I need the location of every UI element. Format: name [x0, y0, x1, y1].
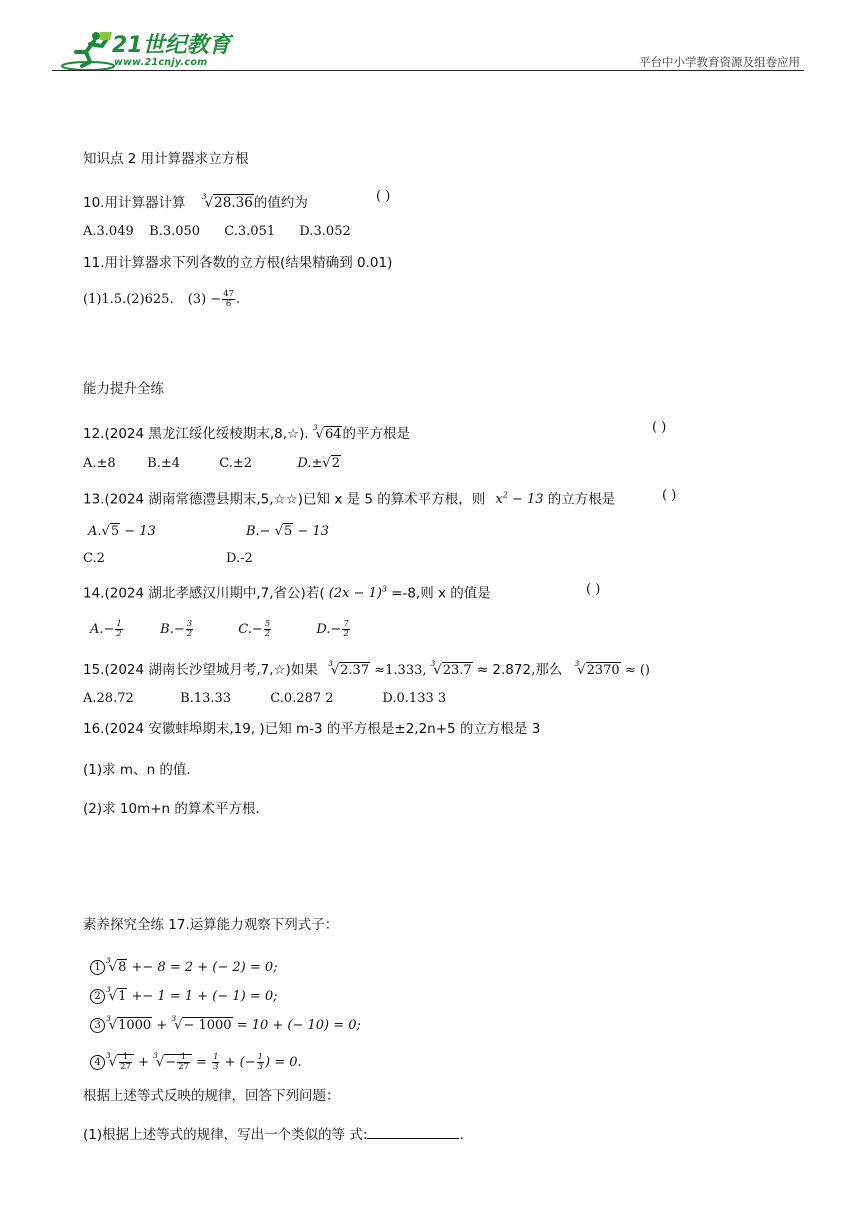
- q12-options: [83, 455, 341, 473]
- q10-option-a: A.3.049: [83, 224, 134, 239]
- runner-icon: [60, 30, 116, 72]
- q15-root-1: $^3$√2.37: [328, 659, 370, 678]
- q12-option-d: D.±√2: [297, 456, 340, 471]
- q14-prefix: 14.(2024 湖北孝感汉川期中,7,省公)若(: [83, 585, 325, 602]
- q10-option-c: C.3.051: [224, 224, 276, 239]
- header-slogan: 平台中小学教育资源及组卷应用: [639, 55, 800, 69]
- q13-option-d: D.-2: [226, 551, 253, 566]
- q11-part-3-label: (3): [187, 292, 207, 307]
- q16-part-2: (2)求 10m+n 的算术平方根.: [83, 801, 260, 817]
- q17-equation-3: $3^3√1000 + ^3√- 1000 = 10$ + (− 10) = 0;: [90, 1010, 361, 1035]
- q10-cube-root: $^3$√28.36: [201, 192, 253, 211]
- q17-equation-4: $4^3√$ $\frac{1}{27}$ + $^3$√− $\frac{1}{27}$ = $\frac{1}{3}$ + (− $\frac{1}{3}$ ) = 0.: [90, 1043, 302, 1076]
- q17-rule-text: 根据上述等式反映的规律，回答下列问题：: [83, 1088, 340, 1104]
- q15-value-1: ≈1.333,: [374, 663, 427, 678]
- q11-fraction: $\frac{47}{6}$: [223, 289, 235, 309]
- q12-prefix: 12.(2024 黑龙江绥化绥棱期末,8,☆).: [83, 426, 309, 442]
- q10-options: [83, 223, 351, 241]
- q11-part-1-2: (1)1.5.(2)625.: [83, 292, 174, 307]
- q11-parts: (1)1.5.(2)625. (3) − $\frac{47}{6}$ .: [83, 289, 241, 309]
- question-15: [83, 655, 650, 680]
- logo-url: www.21cnjy.com: [114, 57, 208, 68]
- q15-option-c: C.0.287 2: [270, 691, 334, 706]
- q17-part-1: (1)根据上述等式的规律，写出一个类似的等 式: .: [83, 1127, 464, 1143]
- q13-option-b: B.− √5 − 13: [246, 524, 329, 539]
- q14-option-a: A.− $\frac{1}{2}$: [90, 619, 122, 639]
- q15-option-a: A.28.72: [83, 691, 134, 706]
- q14-suffix: =-8,则 x 的值是: [391, 585, 491, 602]
- q13-stem: 13.(2024 湖南常德澧县期末,5,☆☆)已知 x 是 5 的算术平方根，则: [83, 491, 486, 508]
- q10-option-b: B.3.050: [149, 224, 201, 239]
- question-11: 11.用计算器求下列各数的立方根(结果精确到 0.01): [83, 255, 393, 271]
- q15-options: [83, 690, 446, 708]
- q12-suffix: 的平方根是: [342, 426, 410, 442]
- q12-option-a: A.±8: [83, 456, 116, 471]
- question-13: [83, 487, 615, 509]
- q13-stem-tail: 的立方根是: [547, 491, 616, 508]
- q10-suffix: 的值约为: [253, 195, 308, 211]
- q17-answer-blank[interactable]: [367, 1126, 459, 1139]
- q15-value-2: ≈ 2.872,那么: [476, 662, 563, 678]
- question-16: 16.(2024 安徽蚌埠期末,19, )已知 m-3 的平方根是±2,2n+5 的立方根是 3: [83, 721, 541, 737]
- q16-part-1: (1)求 m、n 的值.: [83, 762, 191, 778]
- q10-answer-paren: ( ): [376, 189, 391, 204]
- q15-option-d: D.0.133 3: [382, 691, 447, 706]
- site-logo: [60, 30, 240, 74]
- q14-option-d: D.− $\frac{7}{2}$: [316, 619, 349, 639]
- q13-answer-paren: ( ): [662, 488, 677, 503]
- question-10: [83, 188, 308, 212]
- section-title-knowledge-2: 知识点 2 用计算器求立方根: [83, 151, 249, 167]
- q12-cube-root: $^3$√64: [312, 423, 342, 442]
- section-title-literacy: 素养探究全练 17.运算能力观察下列式子：: [83, 917, 339, 933]
- q17-equation-1: $1^3√8 +- 8 = 2$ + (− 2) = 0;: [90, 952, 278, 977]
- q15-root-2: $^3$√23.7: [430, 659, 472, 678]
- q14-option-c: C.− $\frac{5}{2}$: [238, 619, 271, 639]
- q14-answer-paren: ( ): [586, 582, 601, 597]
- q13-option-c: C.2: [83, 551, 105, 566]
- q10-prefix: 10.用计算器计算: [83, 195, 186, 211]
- section-title-ability: 能力提升全练: [83, 381, 164, 397]
- q12-option-c: C.±2: [219, 456, 253, 471]
- q14-options: [90, 620, 351, 639]
- question-12: [83, 419, 410, 444]
- q12-answer-paren: ( ): [652, 420, 667, 435]
- q15-value-3: ≈ (): [624, 663, 650, 678]
- q15-root-3: $^3$√2370: [574, 659, 620, 678]
- q10-option-d: D.3.052: [299, 224, 351, 239]
- logo-text: 21世纪教育: [112, 33, 231, 58]
- q13-expression: $x^2 - 13$: [495, 491, 544, 508]
- q14-option-b: B.− $\frac{3}{2}$: [160, 619, 193, 639]
- q12-option-b: B.±4: [147, 456, 180, 471]
- question-14: [83, 581, 491, 603]
- q17-equation-2: $2^3√1 +- 1 = 1$ + (− 1) = 0;: [90, 981, 278, 1006]
- header-divider: [52, 70, 804, 71]
- q14-expression: $(2x - 1)^3$: [328, 585, 388, 602]
- q13-option-a: A.√5 − 13: [88, 524, 156, 539]
- q15-prefix: 15.(2024 湖南长沙望城月考,7,☆)如果: [83, 662, 318, 678]
- q15-option-b: B.13.33: [180, 691, 232, 706]
